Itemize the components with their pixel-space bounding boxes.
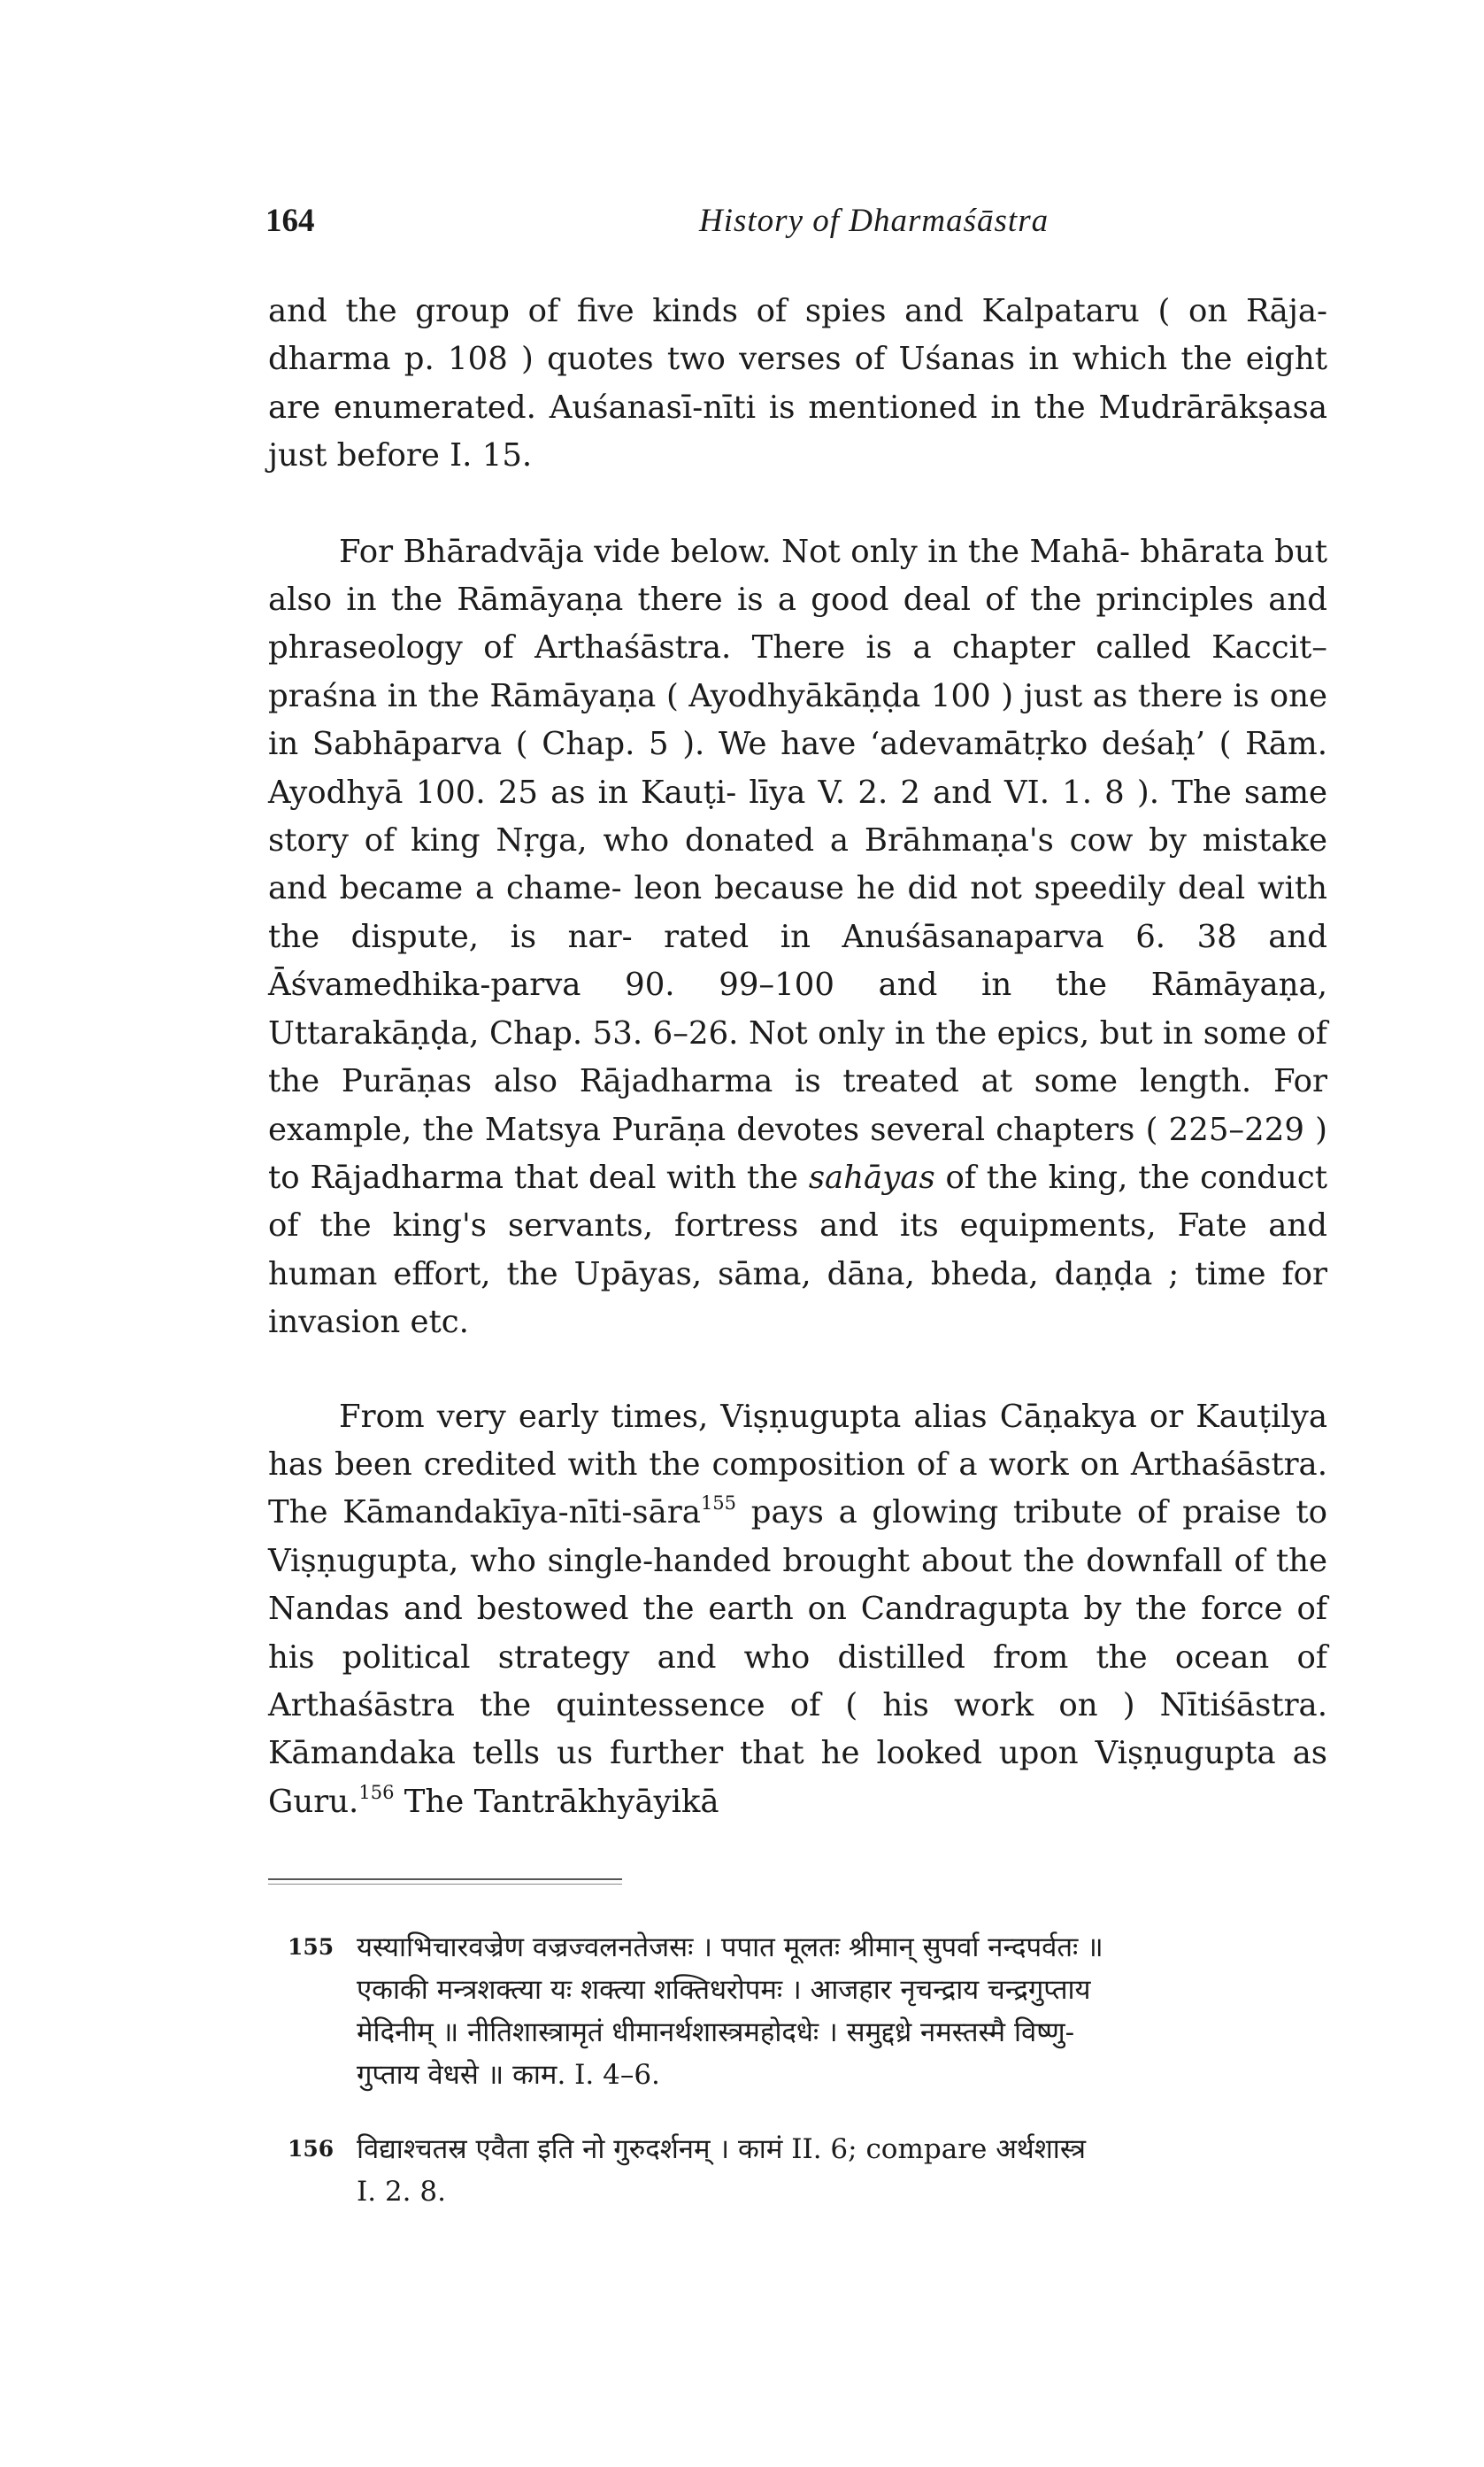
footnote-ref-156[interactable]: 156 [358,1781,395,1803]
text-line: Mudrārākṣasa just before I. 15. [268,389,1327,474]
text-line: time for invasion etc. [268,1255,1327,1341]
footnote-ref-155[interactable]: 155 [700,1492,737,1515]
text-line: Rājadharma that deal with the [310,1159,799,1196]
text-line: tribute of praise to Viṣṇugupta, who single-handed brought [268,1494,1327,1579]
text-line: and the group of five kinds of spies and Kalpataru ( on Rāja- [268,293,1327,329]
footnote-line: मेदिनीम् ॥ नीतिशास्त्रामृतं धीमानर्थशास्त्रमहोदधेः । समुद्दध्रे नमस्तस्मै विष्णु- [357,2016,1075,2048]
text-line: Fate and human effort, the Upāyas, sāma, dāna, bheda, daṇḍa ; [268,1207,1327,1292]
italic-term: sahāyas [808,1159,935,1196]
text-line: rated in Anuśāsanaparva 6. 38 and Āśvamedhika-parva [268,918,1327,1004]
text-line: Arthaśāstra. The Kāmandakīya-nīti-sāra [268,1446,1327,1531]
text-line: ( his work on ) Nītiśāstra. Kāmandaka tells us further that [268,1686,1328,1772]
page-number: 164 [265,203,315,239]
footnote-line: एकाकी मन्त्रशक्त्या यः शक्त्या शक्तिधरोपमः । आजहार नृचन्द्राय चन्द्रगुप्ताय [357,1974,1091,2006]
text-line: eight are enumerated. Auśanasī-nīti is mentioned in the [268,341,1327,426]
text-line: leon because he did not speedily deal with the dispute, is nar- [268,870,1327,955]
footnotes [268,1926,1330,2245]
text-line: dharma p. 108 ) quotes two verses of Uśanas in which the [268,341,1233,378]
text-line: līya V. 2. 2 and VI. 1. 8 ). The same story of king Nṛga, who [268,774,1327,860]
text-line: ‘adevamātṛko deśaḥ’ ( Rām. Ayodhyā 100. 25 as in Kauṭi- [268,726,1327,811]
footnote-divider [268,1878,622,1880]
text-line: also Rājadharma is treated at some length. For example, [268,1063,1327,1148]
footnote-number: 155 [288,1934,334,1960]
text-line: conduct of the king's servants, fortress and its equipments, [268,1159,1328,1245]
text-line: 6–26. Not only in the epics, but in some of the Purāṇas [268,1014,1327,1100]
text-line: the Matsya Purāṇa devotes several chapters ( 225–229 ) to [268,1111,1327,1196]
text-line: Kauṭilya has been credited with the composition of a work on [268,1398,1327,1483]
footnote-155 [268,1926,1330,2096]
running-title: History of Dharmaśāstra [699,203,1050,239]
text-line: distilled from the ocean of Arthaśāstra the quintessence of [268,1638,1327,1723]
text-line: The Tantrākhyāyikā [404,1783,719,1820]
paragraph-1 [268,288,1327,481]
paragraph-2 [268,528,1327,1347]
footnote-line: गुप्ताय वेधसे ॥ काम. I. 4–6. [357,2059,660,2091]
footnote-number: 156 [288,2136,334,2162]
text-line: principles and phraseology of Arthaśāstra. There is a chapter [268,582,1328,667]
text-line: bhārata but also in the Rāmāyaṇa there is a good deal of the [268,533,1327,619]
footnote-156 [268,2128,1330,2213]
text-line: he looked upon Viṣṇugupta as Guru. [268,1735,1327,1820]
footnote-line: I. 2. 8. [357,2176,446,2208]
paragraph-3 [268,1393,1327,1827]
text-line: of the king, the [945,1159,1190,1196]
text-line: 90. 99–100 and in the Rāmāyaṇa, Uttarakāṇḍa, Chap. 53. [268,967,1327,1052]
footnote-line: यस्याभिचारवज्रेण वज्रज्वलनतेजसः । पपात मूलतः श्रीमान् सुपर्वा नन्दपर्वतः ॥ [357,1931,1103,1963]
body-text [268,288,1327,1826]
text-line: donated a Brāhmaṇa's cow by mistake and became a chame- [268,822,1327,907]
page-header [265,202,1327,255]
text-line: Candragupta by the force of his political strategy and who [268,1591,1327,1676]
text-line: pays a glowing [750,1494,999,1531]
text-line: For Bhāradvāja vide below. Not only in the Mahā- [339,533,1130,570]
footnote-line: विद्याश्चतस्र एवैता इति नो गुरुदर्शनम् । कामं II. 6; compare अर्थशास्त्र [357,2133,1086,2165]
text-line: From very early times, Viṣṇugupta alias Cāṇakya or [339,1398,1184,1435]
footnote-divider-underline [268,1884,622,1885]
text-line: about the downfall of the Nandas and bestowed the earth on [268,1542,1327,1628]
text-line: just as there is one in Sabhāparva ( Chap. 5 ). We have [268,677,1328,763]
text-line: called Kaccit–praśna in the Rāmāyaṇa ( Ayodhyākāṇḍa 100 ) [268,629,1327,714]
